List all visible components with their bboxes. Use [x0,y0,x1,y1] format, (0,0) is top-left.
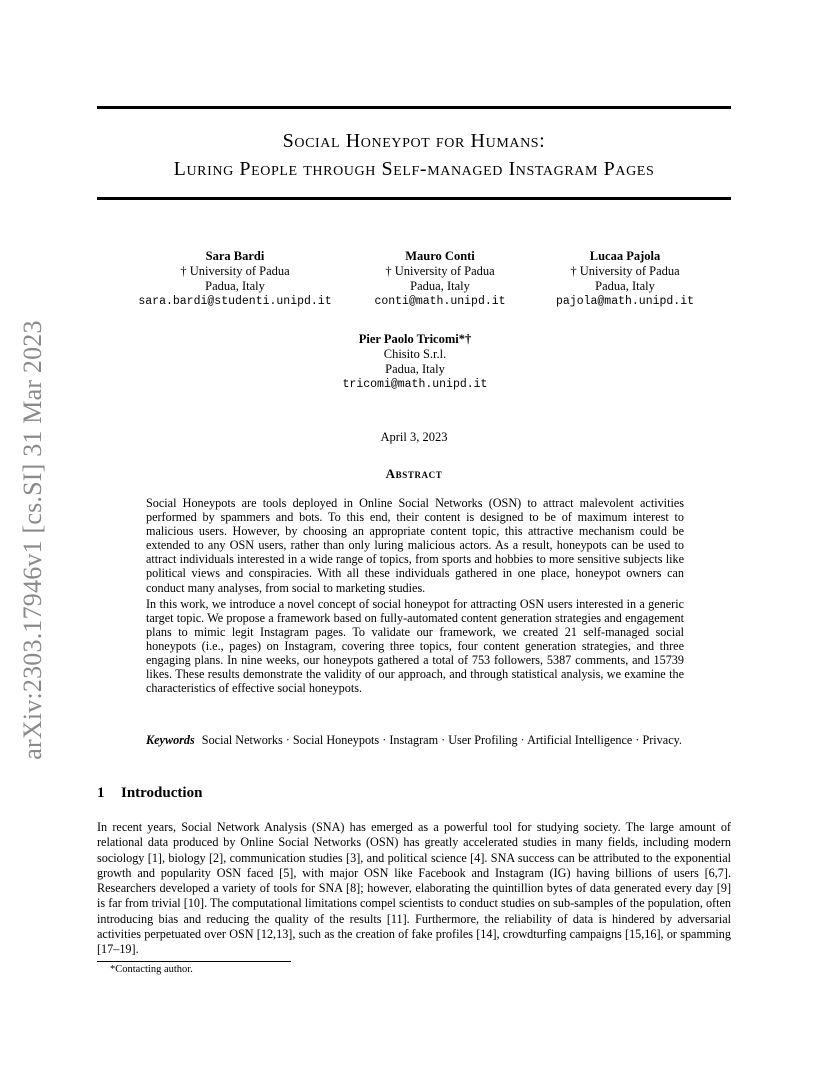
author-email: sara.bardi@studenti.unipd.it [138,295,332,308]
paper-title-line-2: Luring People through Self-managed Instagram Pages [173,158,655,180]
author-location: Padua, Italy [385,362,445,376]
abstract-body [146,496,684,695]
author-email: tricomi@math.unipd.it [342,378,488,391]
author-block [545,249,705,309]
section-title: Introduction [121,785,203,801]
author-affiliation: † University of Padua [570,264,680,278]
author-name: Pier Paolo Tricomi*† [358,332,472,346]
title-rule-bottom [97,197,731,200]
footnote: *Contacting author. [110,964,193,975]
author-name: Lucaa Pajola [589,249,661,263]
abstract-paragraph: In this work, we introduce a novel concept of social honeypot for attracting OSN users interested in a generic target topic. We propose a framework based on fully-automated content generation strategies and engagement plans to mimic legit Instagram pages. To validate our framework, we created 21 self-managed social honeypots (i.e., pages) on Instagram, covering three topics, four content generation strategies, and three engaging plans. In nine weeks, our honeypots gathered a total of 753 followers, 5387 comments, and 15739 likes. These results demonstrate the validity of our approach, and through statistical analysis, we examine the characteristics of effective social honeypots. [146,596,684,696]
introduction-body [97,820,731,958]
author-affiliation: † University of Padua [180,264,290,278]
author-location: Padua, Italy [410,279,470,293]
abstract-paragraph: Social Honeypots are tools deployed in Online Social Networks (OSN) to attract malevolent activities performed by spammers and bots. To this end, their content is designed to be of maximum interest to malicious users. However, by choosing an appropriate content topic, this attractive mechanism could be extended to any OSN users, rather than only luring malicious actors. As a result, honeypots can be used to attract individuals interested in a wide range of topics, from sports and hobbies to more sensitive subjects like political views and conspiracies. With all these individuals gathered in one place, honeypot owners can conduct many analyses, from social to marketing studies. [146,496,684,595]
author-block [130,249,340,309]
author-name: Sara Bardi [205,249,265,263]
keywords [146,733,684,747]
author-location: Padua, Italy [205,279,265,293]
author-email: pajola@math.unipd.it [555,295,695,308]
keywords-label: Keywords [146,733,195,747]
section-number: 1 [97,785,105,801]
arxiv-stamp-text: arXiv:2303.17946v1 [cs.SI] 31 Mar 2023 [18,320,47,760]
author-location: Padua, Italy [595,279,655,293]
section-heading [97,785,202,802]
author-name: Mauro Conti [405,249,475,263]
title-rule-top [97,106,731,109]
paper-title-line-1: Social Honeypot for Humans: [282,130,546,152]
abstract-heading: Abstract [385,466,443,481]
paper-date: April 3, 2023 [380,430,448,444]
author-email: conti@math.unipd.it [374,295,506,308]
author-affiliation: † University of Padua [385,264,495,278]
footnote-rule [97,961,291,962]
arxiv-stamp [18,290,48,790]
introduction-paragraph: In recent years, Social Network Analysis (SNA) has emerged as a powerful tool for studying society. The large amount of relational data produced by Online Social Networks (OSN) has greatly accelerated studies in many fields, including modern sociology [1], biology [2], communication studies [3], and political science [4]. SNA success can be attributed to the exponential growth and popularity OSN faced [5], with major OSN like Facebook and Instagram (IG) having billions of users [6,7]. Researchers developed a variety of tools for SNA [8]; however, elaborating the quintillion bytes of data generated every day [9] is far from trivial [10]. The computational limitations compel scientists to conduct studies on sub-samples of the population, often introducing bias and reducing the quality of the results [11]. Furthermore, the reliability of data is hindered by adversarial activities perpetuated over OSN [12,13], such as the creation of fake profiles [14], crowdturfing campaigns [15,16], or spamming [17–19]. [97,820,731,957]
author-affiliation: Chisito S.r.l. [383,347,447,361]
author-block [340,249,540,309]
keywords-text: Social Networks · Social Honeypots · Instagram · User Profiling · Artificial Intelligence · Privacy. [201,733,682,747]
author-block [300,332,530,392]
